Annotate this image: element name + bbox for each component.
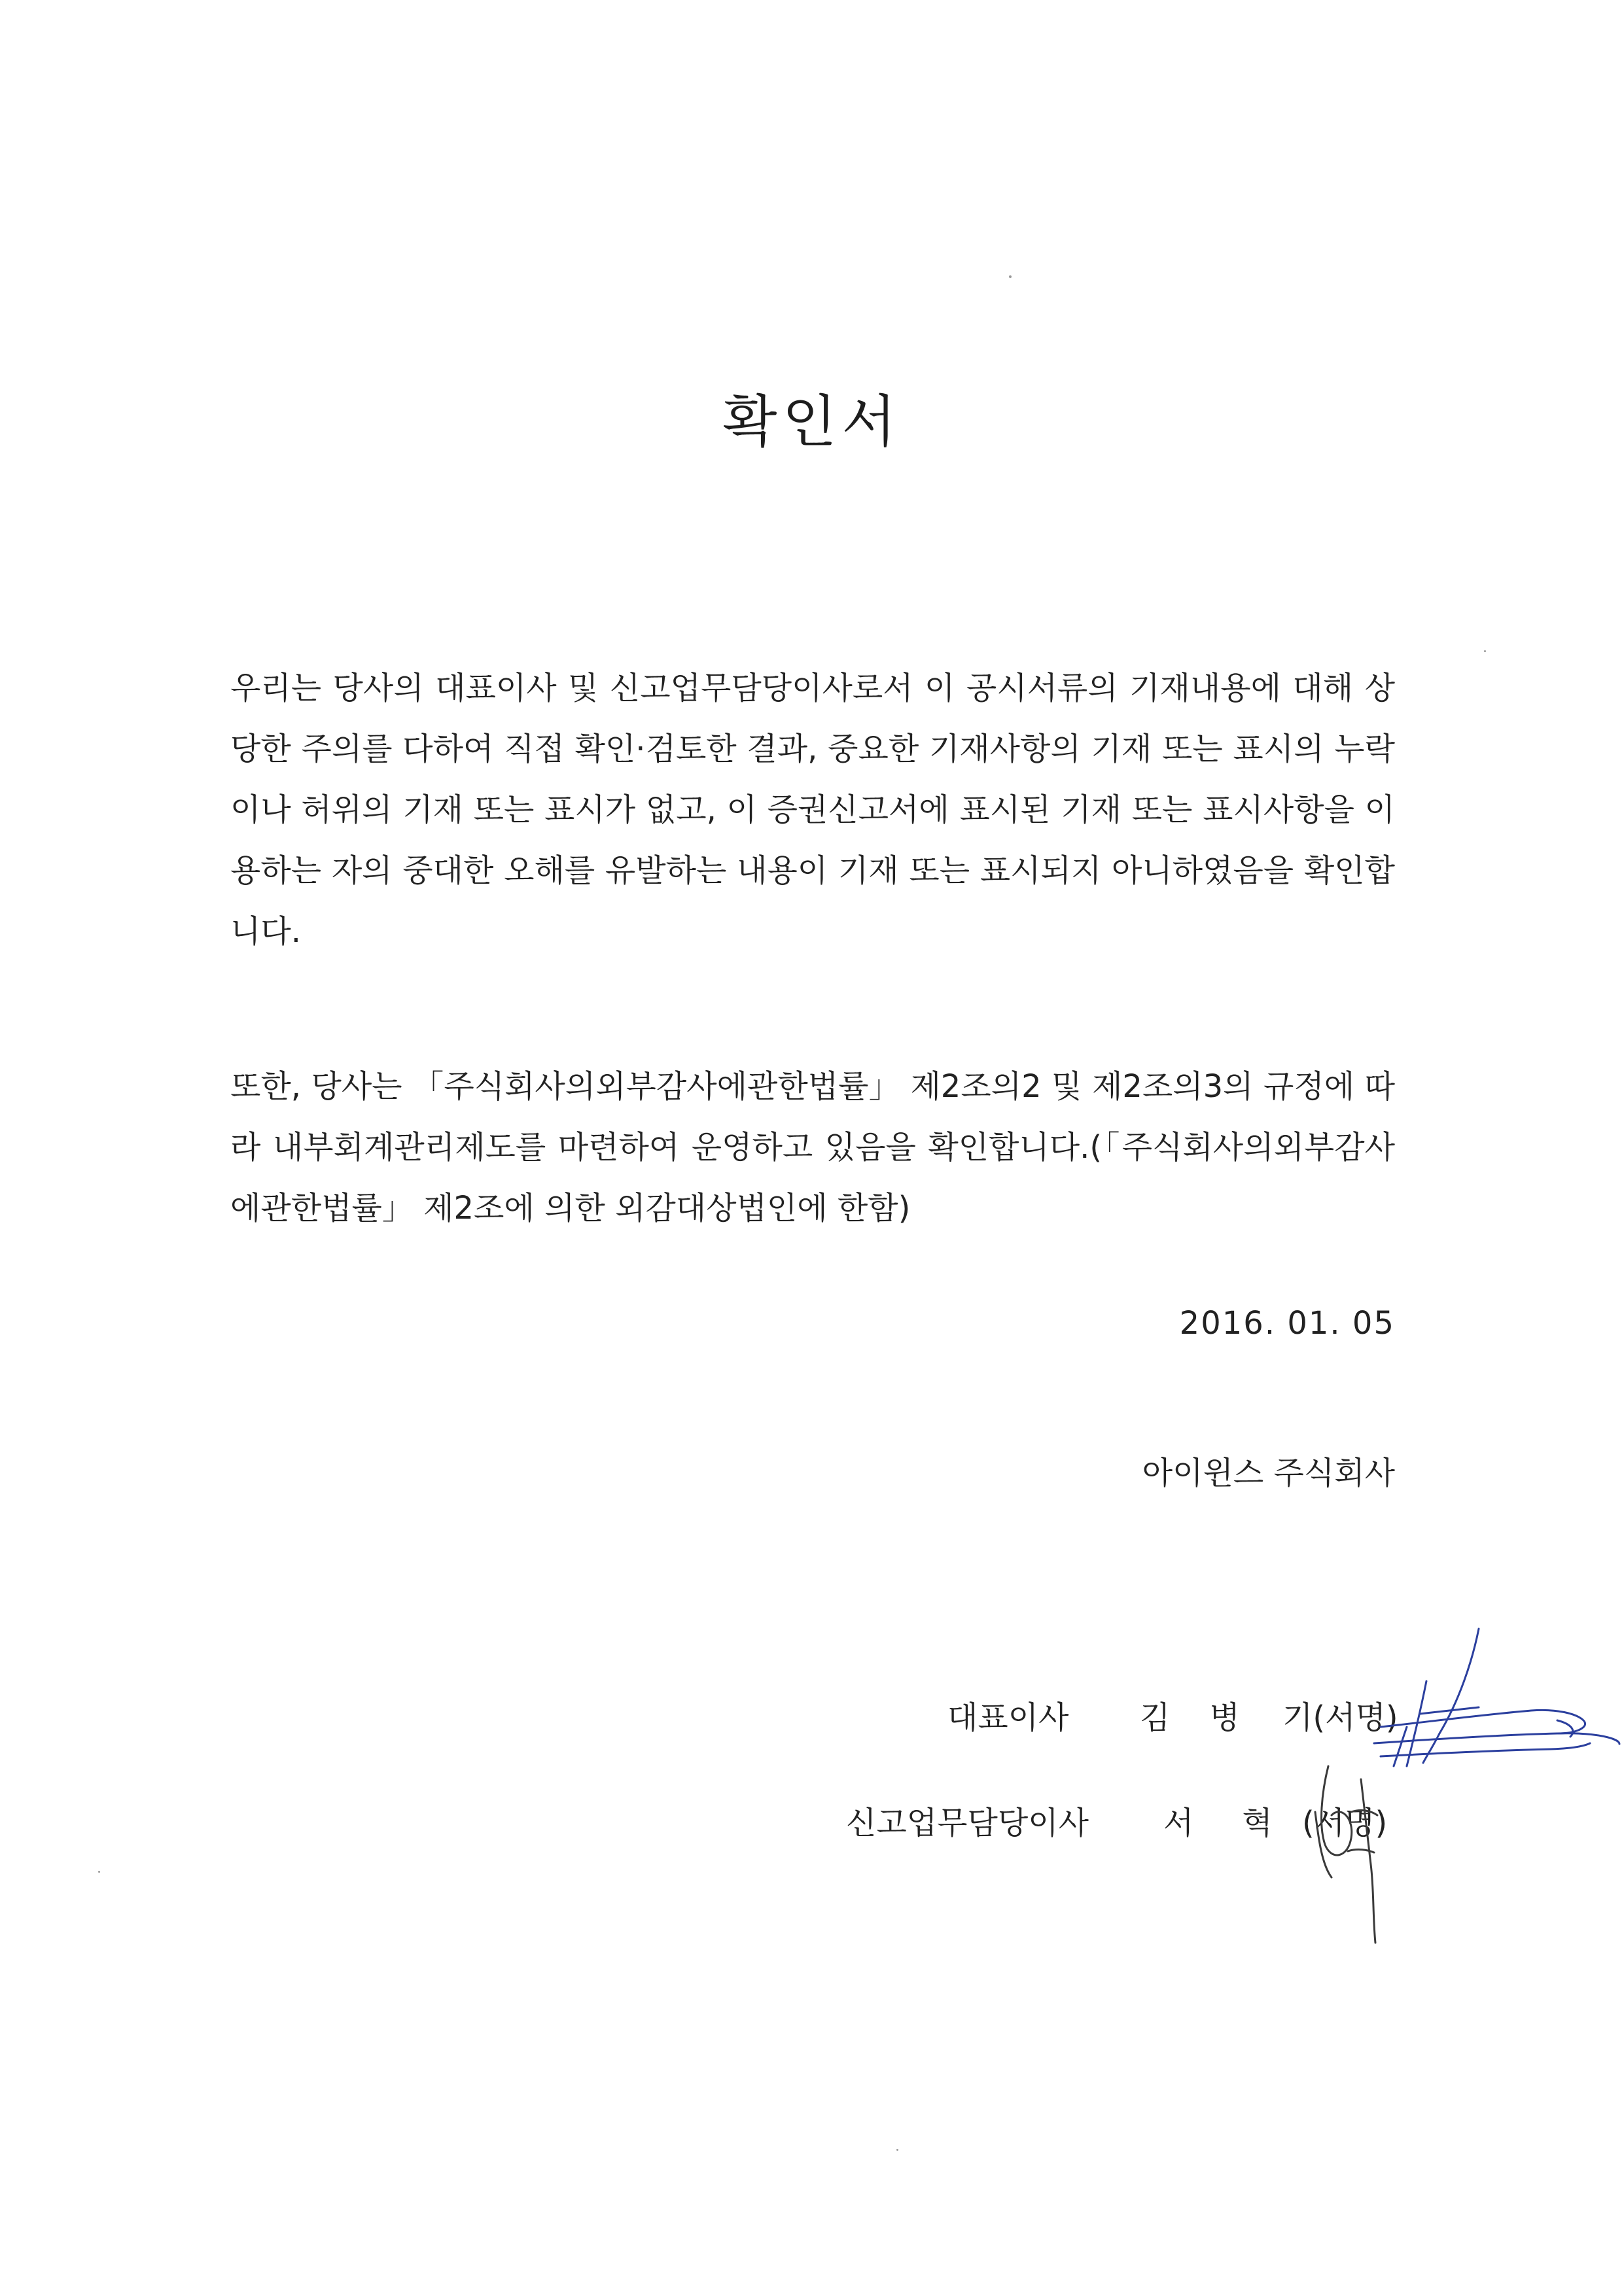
director-handwritten-signature [1302, 1753, 1407, 1949]
scan-speck [896, 2149, 898, 2151]
signatory-name: 서혁 [1163, 1805, 1321, 1841]
signatory-name: 김병 [1140, 1699, 1279, 1736]
company-name: 아이윈스 주식회사 [1142, 1455, 1395, 1491]
document-title: 확인서 [722, 389, 902, 455]
signatory-signature-label: (서명) [1302, 1805, 1388, 1841]
scan-speck [1009, 275, 1012, 278]
scan-speck [98, 1871, 100, 1873]
signatory-role: 대표이사 [947, 1699, 1069, 1736]
signatory-role: 신고업무담당이사 [846, 1805, 1089, 1841]
internal-control-paragraph: 또한, 당사는 「주식회사의외부감사에관한법률」 제2조의2 및 제2조의3의 규정에 따라 내부회계관리제도를 마련하여 운영하고 있음을 확인합니다.(「주식회사의외부감사에관한법률」 제2조에 의한 외감대상법인에 한함) [230, 1068, 1395, 1226]
signatory-signature-label: 기(서명) [1282, 1699, 1398, 1736]
confirmation-paragraph: 우리는 당사의 대표이사 및 신고업무담당이사로서 이 공시서류의 기재내용에 대해 상당한 주의를 다하여 직접 확인·검토한 결과, 중요한 기재사항의 기재 또는 표시의 누락이나 허위의 기재 또는 표시가 없고, 이 증권신고서에 표시된 기재 또는 표시사항을 이용하는 자의 중대한 오해를 유발하는 내용이 기재 또는 표시되지 아니하였음을 확인합니다. [230, 670, 1395, 950]
scan-speck [1484, 650, 1486, 652]
document-date: 2016. 01. 05 [1179, 1305, 1395, 1342]
